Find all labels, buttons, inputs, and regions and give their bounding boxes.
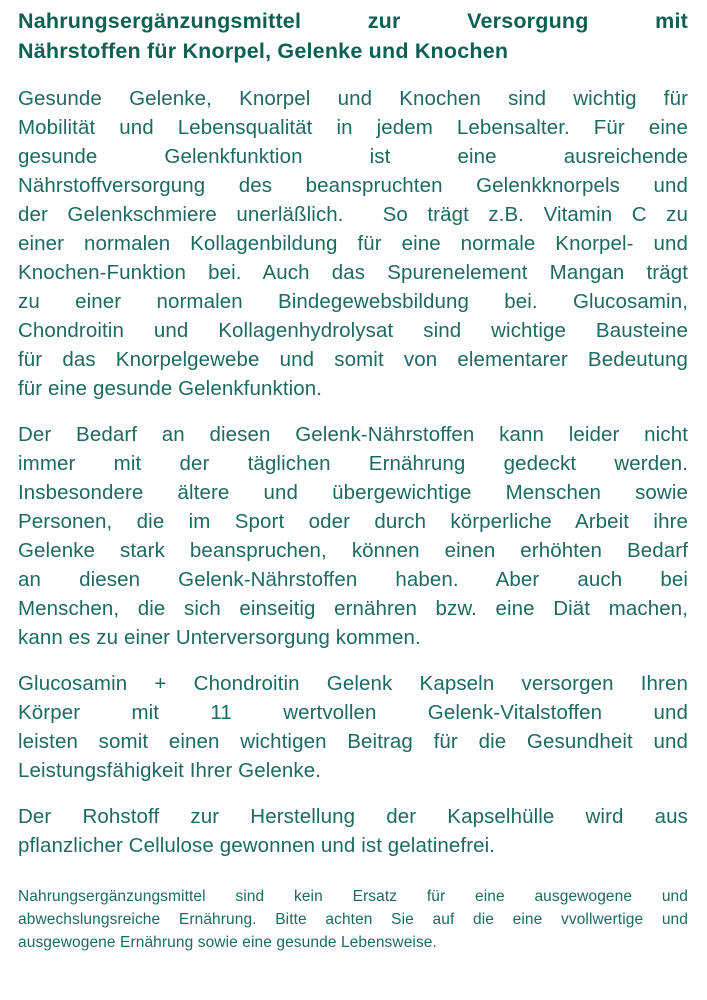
text-line: Personen, die im Sport oder durch körperliche Arbeit ihre [18, 510, 688, 533]
text-line: Leistungsfähigkeit Ihrer Gelenke. [18, 759, 322, 782]
text-line: Knochen-Funktion bei. Auch das Spurenelement Mangan trägt [18, 261, 688, 284]
text-line: zu einer normalen Bindegewebsbildung bei. Glucosamin, [18, 290, 688, 313]
page-title [18, 6, 688, 66]
text-line: an diesen Gelenk-Nährstoffen haben. Aber auch bei [18, 568, 688, 591]
text-line: Gesunde Gelenke, Knorpel und Knochen sind wichtig für [18, 87, 688, 110]
text-line: Insbesondere ältere und übergewichtige Menschen sowie [18, 481, 688, 504]
text-line: immer mit der täglichen Ernährung gedeckt werden. [18, 452, 688, 475]
text-line: Nahrungsergänzungsmittel zur Versorgung mit [18, 9, 688, 33]
text-line: Der Rohstoff zur Herstellung der Kapselhülle wird aus [18, 805, 688, 828]
paragraph [18, 802, 688, 860]
text-line: für eine gesunde Gelenkfunktion. [18, 377, 323, 400]
text-line: Körper mit 11 wertvollen Gelenk-Vitalstoffen und [18, 701, 688, 724]
paragraph [18, 84, 688, 403]
text-line: Der Bedarf an diesen Gelenk-Nährstoffen kann leider nicht [18, 423, 688, 446]
text-line: Gelenke stark beanspruchen, können einen erhöhten Bedarf [18, 539, 688, 562]
text-line: abwechslungsreiche Ernährung. Bitte achten Sie auf die eine vvollwertige und [18, 911, 688, 928]
text-line: der Gelenkschmiere unerläßlich. So trägt z.B. Vitamin C zu [18, 203, 688, 226]
text-line: Nährstoffen für Knorpel, Gelenke und Knochen [18, 39, 509, 63]
text-line: einer normalen Kollagenbildung für eine normale Knorpel- und [18, 232, 688, 255]
text-line: Nahrungsergänzungsmittel sind kein Ersatz für eine ausgewogene und [18, 888, 688, 905]
text-line: gesunde Gelenkfunktion ist eine ausreichende [18, 145, 688, 168]
text-line: Mobilität und Lebensqualität in jedem Lebensalter. Für eine [18, 116, 688, 139]
text-line: pflanzlicher Cellulose gewonnen und ist gelatinefrei. [18, 834, 496, 857]
text-line: Glucosamin + Chondroitin Gelenk Kapseln versorgen Ihren [18, 672, 688, 695]
text-line: Menschen, die sich einseitig ernähren bzw. eine Diät machen, [18, 597, 688, 620]
paragraph [18, 420, 688, 652]
text-line: kann es zu einer Unterversorgung kommen. [18, 626, 421, 649]
body-paragraphs [18, 84, 688, 860]
paragraph [18, 669, 688, 785]
text-line: leisten somit einen wichtigen Beitrag für die Gesundheit und [18, 730, 688, 753]
disclaimer-text [18, 885, 688, 954]
text-line: ausgewogene Ernährung sowie eine gesunde Lebensweise. [18, 934, 437, 951]
text-line: Chondroitin und Kollagenhydrolysat sind wichtige Bausteine [18, 319, 688, 342]
text-line: Nährstoffversorgung des beanspruchten Gelenkknorpels und [18, 174, 688, 197]
text-line: für das Knorpelgewebe und somit von elementarer Bedeutung [18, 348, 688, 371]
